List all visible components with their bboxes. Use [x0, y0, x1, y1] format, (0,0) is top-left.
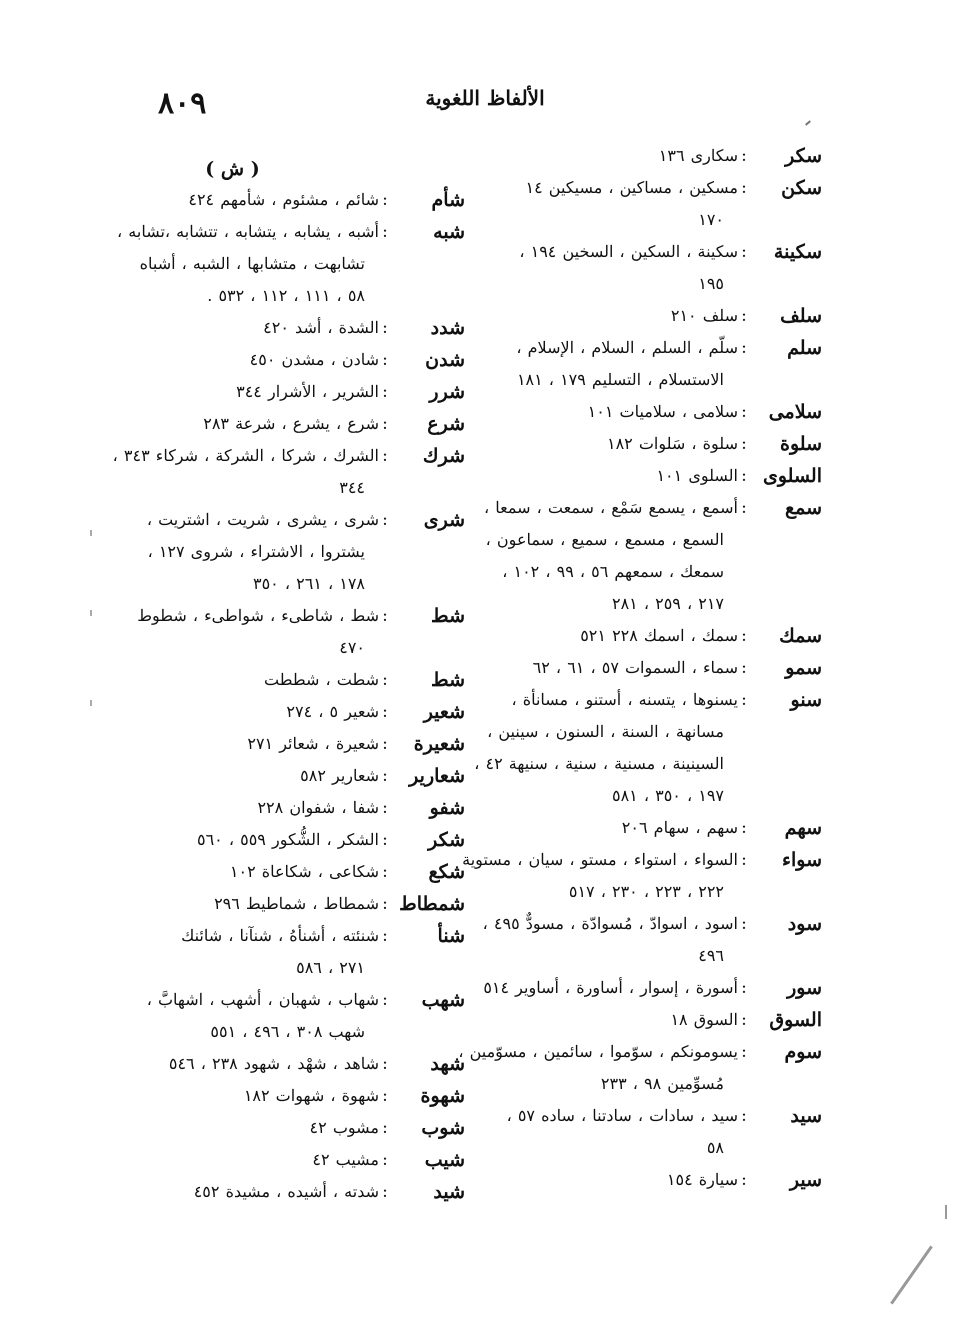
- entry-colon: :: [382, 702, 388, 722]
- page-number: ٨٠٩: [158, 86, 207, 121]
- entry-line: شط ، شاطىء ، شواطىء ، شطوط: [137, 606, 379, 625]
- entry-line: تشابهت ، متشابها ، الشبه ، أشباه: [139, 254, 365, 273]
- entry-line: مسانهة ، السنة ، السنون ، سينين ،: [487, 722, 724, 741]
- entry-line: شمطاط ، شماطيط ٢٩٦: [214, 894, 379, 913]
- entry: [120, 728, 465, 760]
- entry: [120, 344, 465, 376]
- entry-root: سور: [787, 977, 822, 999]
- entry: [120, 376, 465, 408]
- entry-line: الاستسلام ، التسليم ١٧٩ ، ١٨١: [516, 370, 724, 389]
- entry-words: [120, 376, 379, 408]
- entry-words: [474, 684, 738, 812]
- entry-root: شعير: [423, 701, 465, 723]
- entry-line: السلوى ١٠١: [656, 466, 738, 485]
- entry-root: شفو: [429, 797, 465, 819]
- entry-line: يسنوها ، يتسنه ، أستنو ، مسانأة ،: [511, 690, 738, 709]
- entry-line: شهوة ، شهوات ١٨٢: [243, 1086, 379, 1105]
- entry-line: ١٧٨ ، ٢٦١ ، ٣٥٠: [252, 574, 365, 593]
- entry-words: [120, 728, 379, 760]
- entry: [487, 620, 822, 652]
- running-title: الألفاظ اللغوية: [425, 86, 545, 110]
- right-column: [458, 140, 822, 1196]
- entry-root: السوق: [769, 1009, 822, 1031]
- entry: [487, 812, 822, 844]
- entry-line: الشرك ، شركا ، الشركة ، شركاء ٣٤٣ ،: [112, 446, 379, 465]
- entry-root: سير: [789, 1169, 822, 1191]
- entry-colon: :: [382, 1150, 388, 1170]
- entry: [487, 140, 822, 172]
- entry-words: [487, 396, 738, 428]
- entry-root: شمطاط: [399, 893, 465, 915]
- entry: [484, 492, 822, 620]
- entry-colon: :: [741, 242, 747, 262]
- entry-line: مشيب ٤٢: [312, 1150, 379, 1169]
- entry-colon: :: [741, 850, 747, 870]
- entry: [487, 332, 822, 396]
- entry-root: سلف: [780, 305, 822, 327]
- scan-mark: [945, 1205, 947, 1219]
- entry-line: أسورة ، إسوار ، أساورة ، أساوير ٥١٤: [483, 978, 738, 997]
- entry-line: الشرير ، الأشرار ٣٤٤: [236, 382, 379, 401]
- entry-colon: :: [382, 734, 388, 754]
- entry: [120, 824, 465, 856]
- entry-root: شدن: [425, 349, 465, 371]
- entry-colon: :: [741, 306, 747, 326]
- entry: [487, 396, 822, 428]
- entry-words: [487, 652, 738, 684]
- entry: [120, 312, 465, 344]
- entry-words: [458, 1036, 738, 1100]
- entry-colon: :: [382, 1054, 388, 1074]
- scan-mark: [90, 610, 92, 616]
- entry: [120, 888, 465, 920]
- entry: [487, 236, 822, 300]
- entry: [120, 1144, 465, 1176]
- entry-line: شعيرة ، شعائر ٢٧١: [247, 734, 379, 753]
- entry-colon: :: [382, 1086, 388, 1106]
- entry-colon: :: [382, 862, 388, 882]
- entry-colon: :: [382, 382, 388, 402]
- entry-root: شوب: [421, 1117, 465, 1139]
- entry-line: سلوة ، سَلوات ١٨٢: [606, 434, 738, 453]
- entry-colon: :: [382, 766, 388, 786]
- entry-words: [120, 760, 379, 792]
- entry-words: [462, 844, 738, 908]
- entry-root: سواء: [782, 849, 822, 871]
- entry: [120, 408, 465, 440]
- entry-root: شرر: [429, 381, 465, 403]
- entry-colon: :: [741, 1042, 747, 1062]
- entry: [120, 920, 465, 984]
- entry-root: شعارير: [409, 765, 465, 787]
- entry-root: شكع: [428, 861, 465, 883]
- entry-line: الشكر ، الشُّكور ٥٥٩ ، ٥٦٠: [196, 830, 379, 849]
- entry: [120, 184, 465, 216]
- entry-words: [487, 1164, 738, 1196]
- entry-line: ٢١٧ ، ٢٥٩ ، ٢٨١: [611, 594, 724, 613]
- entry-line: شدته ، أشيده ، مشيدة ٤٥٢: [193, 1182, 379, 1201]
- entry: [487, 1004, 822, 1036]
- entry-words: [120, 920, 379, 984]
- entry-colon: :: [382, 798, 388, 818]
- entry-colon: :: [382, 926, 388, 946]
- entry-colon: :: [382, 606, 388, 626]
- entry-line: يشتروا ، الاشتراء ، شروى ١٢٧ ،: [147, 542, 365, 561]
- entry-line: ٥٨: [706, 1138, 724, 1157]
- entry: [487, 300, 822, 332]
- entry-words: [483, 908, 738, 972]
- entry-words: [120, 184, 379, 216]
- entry: [120, 760, 465, 792]
- entry-colon: :: [741, 914, 747, 934]
- entry-root: شنأ: [437, 925, 465, 947]
- entry: [120, 792, 465, 824]
- entry-colon: :: [741, 338, 747, 358]
- entry-root: السلوى: [763, 465, 822, 487]
- entry-colon: :: [741, 1106, 747, 1126]
- entry-words: [120, 1080, 379, 1112]
- entry-line: شرى ، يشرى ، شريت ، اشتريت ،: [146, 510, 379, 529]
- entry-line: سكارى ١٣٦: [658, 146, 738, 165]
- entry-line: السينينة ، مسنية ، سنية ، سنيهة ٤٢ ،: [474, 754, 724, 773]
- entry-colon: :: [741, 978, 747, 998]
- entry-root: شيد: [433, 1181, 465, 1203]
- entry-line: يسومونكم ، سوّموا ، سائمين ، مسوّمين ،: [458, 1042, 738, 1061]
- entry-line: سيارة ١٥٤: [666, 1170, 738, 1189]
- entry-root: شدد: [430, 317, 465, 339]
- entry-root: سلوة: [780, 433, 822, 455]
- entry: [120, 504, 465, 600]
- entry: [117, 216, 465, 312]
- entry-root: شهب: [421, 989, 465, 1011]
- scan-mark: [90, 700, 92, 706]
- entry-line: سلّم ، السلم ، السلام ، الإسلام ،: [516, 338, 738, 357]
- entry: [120, 664, 465, 696]
- entry: [483, 972, 822, 1004]
- entry-root: سكر: [785, 145, 822, 167]
- entry: [120, 1048, 465, 1080]
- entry-words: [117, 216, 379, 312]
- entry-root: سنو: [790, 689, 822, 711]
- entry-words: [487, 812, 738, 844]
- entry-words: [120, 696, 379, 728]
- entry-words: [487, 428, 738, 460]
- entry-words: [120, 504, 379, 600]
- entry-root: سكينة: [773, 241, 822, 263]
- entry-words: [113, 440, 379, 504]
- entry-root: سلم: [787, 337, 822, 359]
- entry-colon: :: [382, 830, 388, 850]
- entry: [120, 600, 465, 664]
- entry-line: شعارير ٥٨٢: [300, 766, 379, 785]
- page-header: [0, 80, 967, 120]
- entry-root: شهوة: [420, 1085, 465, 1107]
- entry: [120, 1112, 465, 1144]
- entry-line: ٤٧٠: [339, 638, 365, 657]
- entry-line: ٥٨ ، ١١١ ، ١١٢ ، ٥٣٢ .: [207, 286, 365, 305]
- entry-words: [120, 344, 379, 376]
- entry-colon: :: [741, 690, 747, 710]
- entry-colon: :: [382, 222, 388, 242]
- entry-colon: :: [741, 434, 747, 454]
- entry-line: أسمع ، يسمع سَمْع ، سمعت ، سمعا ،: [484, 498, 738, 517]
- scan-mark: [805, 120, 811, 125]
- entry-line: مُسوِّمين ٩٨ ، ٢٣٣: [600, 1074, 724, 1093]
- entry: [487, 172, 822, 236]
- entry-colon: :: [382, 350, 388, 370]
- entry-words: [120, 1176, 379, 1208]
- entry-root: سهم: [784, 817, 822, 839]
- left-column: [112, 154, 465, 1208]
- entry-root: سمك: [779, 625, 822, 647]
- scan-mark: [90, 530, 92, 536]
- entry-colon: :: [741, 402, 747, 422]
- entry: [487, 460, 822, 492]
- entry-line: أشبه ، يشابه ، يتشابه ، تتشابه ،تشابه ،: [117, 222, 379, 241]
- entry-words: [120, 312, 379, 344]
- entry-words: [120, 888, 379, 920]
- entry-root: شكر: [428, 829, 465, 851]
- entry: [120, 1176, 465, 1208]
- entry-colon: :: [741, 178, 747, 198]
- entry-line: ١٩٥: [698, 274, 724, 293]
- entry-words: [120, 792, 379, 824]
- entry-root: شبه: [433, 221, 465, 243]
- entry-colon: :: [741, 146, 747, 166]
- entry-line: سماء ، السموات ٥٧ ، ٦١ ، ٦٢: [532, 658, 738, 677]
- entry-colon: :: [382, 990, 388, 1010]
- entry-root: شط: [431, 669, 465, 691]
- entry-root: شأم: [431, 189, 465, 211]
- entry-root: شيب: [424, 1149, 465, 1171]
- entry: [112, 440, 465, 504]
- entry-line: مسكين ، مساكين ، مسيكين ١٤: [525, 178, 738, 197]
- entry-words: [484, 492, 738, 620]
- entry: [474, 684, 822, 812]
- entry-line: ١٧٠: [698, 210, 724, 229]
- entry-words: [120, 824, 379, 856]
- entry-root: سمع: [784, 497, 822, 519]
- entry-colon: :: [382, 670, 388, 690]
- entry-line: شائم ، مشئوم ، شأمهم ٤٢٤: [188, 190, 379, 209]
- entry-root: شعيرة: [413, 733, 465, 755]
- entry-root: سود: [787, 913, 822, 935]
- entry-line: شفا ، شفوان ٢٢٨: [257, 798, 379, 817]
- entry-words: [487, 1004, 738, 1036]
- entry-line: سلف ٢١٠: [670, 306, 738, 325]
- entry-root: سمو: [785, 657, 822, 679]
- entry-colon: :: [741, 1010, 747, 1030]
- entry-words: [487, 460, 738, 492]
- entry-colon: :: [382, 1118, 388, 1138]
- entry-words: [487, 140, 738, 172]
- entry-words: [487, 172, 738, 236]
- entry-line: ٤٩٦: [698, 946, 724, 965]
- entry-words: [487, 1100, 738, 1164]
- entry-line: شهب ٣٠٨ ، ٤٩٦ ، ٥٥١: [210, 1022, 365, 1041]
- entry-colon: :: [382, 190, 388, 210]
- entry-line: شطت ، شططت: [264, 670, 379, 689]
- entry: [482, 908, 822, 972]
- entry-line: ٢٢٢ ، ٢٢٣ ، ٢٣٠ ، ٥١٧: [568, 882, 724, 901]
- section-letter: ( ش ): [205, 158, 260, 180]
- entry-colon: :: [382, 1182, 388, 1202]
- entry-words: [120, 408, 379, 440]
- entry-line: شعير ٥ ، ٢٧٤: [286, 702, 379, 721]
- entry-words: [120, 664, 379, 696]
- entry-root: سوم: [784, 1041, 822, 1063]
- entry-colon: :: [382, 318, 388, 338]
- entry-colon: :: [382, 894, 388, 914]
- entry-words: [483, 972, 738, 1004]
- entry-line: شرع ، يشرع ، شرعة ٢٨٣: [203, 414, 379, 433]
- entry-words: [487, 300, 738, 332]
- entry-words: [120, 600, 379, 664]
- entry: [487, 652, 822, 684]
- entry-line: سمعك ، سمعهم ٥٦ ، ٩٩ ، ١٠٢ ،: [502, 562, 724, 581]
- entry-colon: :: [741, 466, 747, 486]
- entry-line: شنئته ، أشنأهُ ، شنآنا ، شائنك: [181, 926, 379, 945]
- entry-line: ١٩٧ ، ٣٥٠ ، ٥٨١: [611, 786, 724, 805]
- entry: [487, 428, 822, 460]
- entry-line: شهاب ، شهبان ، أشهب ، اشهابَّ ،: [146, 990, 379, 1009]
- entry-line: ٣٤٤: [339, 478, 365, 497]
- entry: [120, 856, 465, 888]
- entry: [120, 984, 465, 1048]
- entry-line: سمك ، اسمك ٢٢٨ ٥٢١: [580, 626, 738, 645]
- entry-line: مشوب ٤٢: [309, 1118, 379, 1137]
- entry-colon: :: [382, 510, 388, 530]
- entry: [487, 1164, 822, 1196]
- entry-words: [120, 1048, 379, 1080]
- entry-line: السوق ١٨: [670, 1010, 738, 1029]
- entry-words: [120, 856, 379, 888]
- entry-root: شرع: [427, 413, 465, 435]
- entry-line: شكاعى ، شكاعاة ١٠٢: [229, 862, 379, 881]
- entry-line: سهم ، سهام ٢٠٦: [621, 818, 738, 837]
- entry-root: سيد: [790, 1105, 822, 1127]
- entry-colon: :: [382, 414, 388, 434]
- entry-root: سكن: [781, 177, 822, 199]
- entry-root: شهد: [430, 1053, 465, 1075]
- entry: [487, 1100, 822, 1164]
- entry: [462, 844, 822, 908]
- entry-line: السواء ، استواء ، مستو ، سيان ، مستوية: [462, 850, 738, 869]
- entry-colon: :: [741, 1170, 747, 1190]
- entry-colon: :: [741, 626, 747, 646]
- entry-colon: :: [741, 498, 747, 518]
- entry-words: [487, 332, 738, 396]
- entry-line: السمع ، مسمع ، سميع ، سماعون ،: [485, 530, 724, 549]
- entry-line: شادن ، مشدن ٤٥٠: [249, 350, 379, 369]
- entry-root: شرك: [422, 445, 465, 467]
- entry-line: شاهد ، شهْد ، شهود ٢٣٨ ، ٥٤٦: [168, 1054, 379, 1073]
- entry-words: [120, 1112, 379, 1144]
- entry: [120, 1080, 465, 1112]
- entry-words: [487, 236, 738, 300]
- entry-words: [120, 984, 379, 1048]
- entry-line: سلامى ، سلاميات ١٠١: [587, 402, 738, 421]
- entry-root: سلامى: [768, 401, 822, 423]
- entry-line: سيد ، سادات ، سادتنا ، ساده ٥٧ ،: [506, 1106, 738, 1125]
- entry-colon: :: [741, 658, 747, 678]
- entry: [458, 1036, 822, 1100]
- entry: [120, 696, 465, 728]
- entry-root: شط: [431, 605, 465, 627]
- entry-line: اسود ، اسوادّ ، مُسوادّة ، مسودٌّ ٤٩٥ ،: [482, 914, 738, 933]
- entry-line: الشدة ، أشد ٤٢٠: [263, 318, 379, 337]
- entry-words: [120, 1144, 379, 1176]
- entry-line: ٢٧١ ، ٥٨٦: [296, 958, 365, 977]
- entry-line: سكينة ، السكين ، السخين ١٩٤ ،: [519, 242, 738, 261]
- entry-words: [487, 620, 738, 652]
- entry-root: شرى: [423, 509, 465, 531]
- entry-colon: :: [741, 818, 747, 838]
- entry-colon: :: [382, 446, 388, 466]
- scan-mark: [890, 1245, 933, 1304]
